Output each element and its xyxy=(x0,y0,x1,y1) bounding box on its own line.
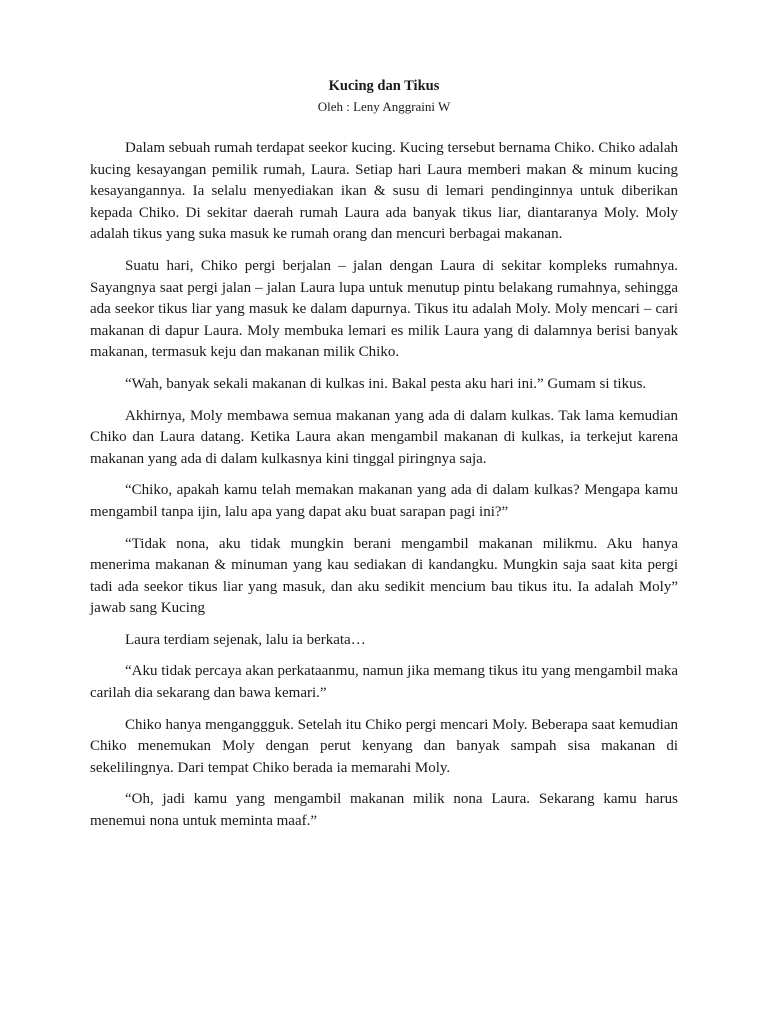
paragraph: “Chiko, apakah kamu telah memakan makanan yang ada di dalam kulkas? Mengapa kamu mengambil tanpa ijin, lalu apa yang dapat aku buat sarapan pagi ini?” xyxy=(90,482,678,520)
document-page xyxy=(90,76,678,843)
document-title: Kucing dan Tikus xyxy=(328,78,440,94)
paragraph: Akhirnya, Moly membawa semua makanan yang ada di dalam kulkas. Tak lama kemudian Chiko dan Laura datang. Ketika Laura akan mengambil makanan di kulkas, ia terkejut karena makanan yang ada di dalam kulkasnya kini tinggal piringnya saja. xyxy=(90,407,678,467)
paragraph: Laura terdiam sejenak, lalu ia berkata… xyxy=(125,631,366,648)
document-author: Oleh : Leny Anggraini W xyxy=(317,99,451,114)
paragraph: “Oh, jadi kamu yang mengambil makanan milik nona Laura. Sekarang kamu harus menemui nona untuk meminta maaf.” xyxy=(90,791,678,830)
paragraph: Suatu hari, Chiko pergi berjalan – jalan dengan Laura di sekitar kompleks rumahnya. Sayangnya saat pergi jalan – jalan Laura lupa untuk menutup pintu belakang rumahnya, sehingga ada seekor tikus liar yang masuk ke dalam dapurnya. Tikus itu adalah Moly. Moly mencari – cari makanan di dapur Laura. Moly membuka lemari es milik Laura yang di dalamnya berisi banyak makanan, termasuk keju dan makanan milik Chiko. xyxy=(90,257,678,361)
paragraph: “Aku tidak percaya akan perkataanmu, namun jika memang tikus itu yang mengambil maka carilah dia sekarang dan bawa kemari.” xyxy=(90,663,678,702)
paragraph: “Tidak nona, aku tidak mungkin berani mengambil makanan milikmu. Aku hanya menerima makanan & minuman yang kau sediakan di kandangku. Mungkin saja saat kita pergi tadi ada seekor tikus liar yang masuk, dan aku sedikit mencium bau tikus itu. Ia adalah Moly” jawab sang Kucing xyxy=(90,535,678,617)
paragraph: Dalam sebuah rumah terdapat seekor kucing. Kucing tersebut bernama Chiko. Chiko adalah kucing kesayangan pemilik rumah, Laura. Setiap hari Laura memberi makan & minum kucing kesayangannya. Ia selalu menyediakan ikan & susu di lemari pendinginnya untuk diberikan kepada Chiko. Di sekitar daerah rumah Laura ada banyak tikus liar, diantaranya Moly. Moly adalah tikus yang suka masuk ke rumah orang dan mencuri berbagai makanan. xyxy=(90,140,678,243)
paragraph: Chiko hanya menganggguk. Setelah itu Chiko pergi mencari Moly. Beberapa saat kemudian Chiko menemukan Moly dengan perut kenyang dan banyak sampah sisa makanan di sekelilingnya. Dari tempat Chiko berada ia memarahi Moly. xyxy=(90,716,678,776)
document-body xyxy=(90,138,678,833)
paragraph: “Wah, banyak sekali makanan di kulkas ini. Bakal pesta aku hari ini.” Gumam si tikus. xyxy=(125,375,647,392)
